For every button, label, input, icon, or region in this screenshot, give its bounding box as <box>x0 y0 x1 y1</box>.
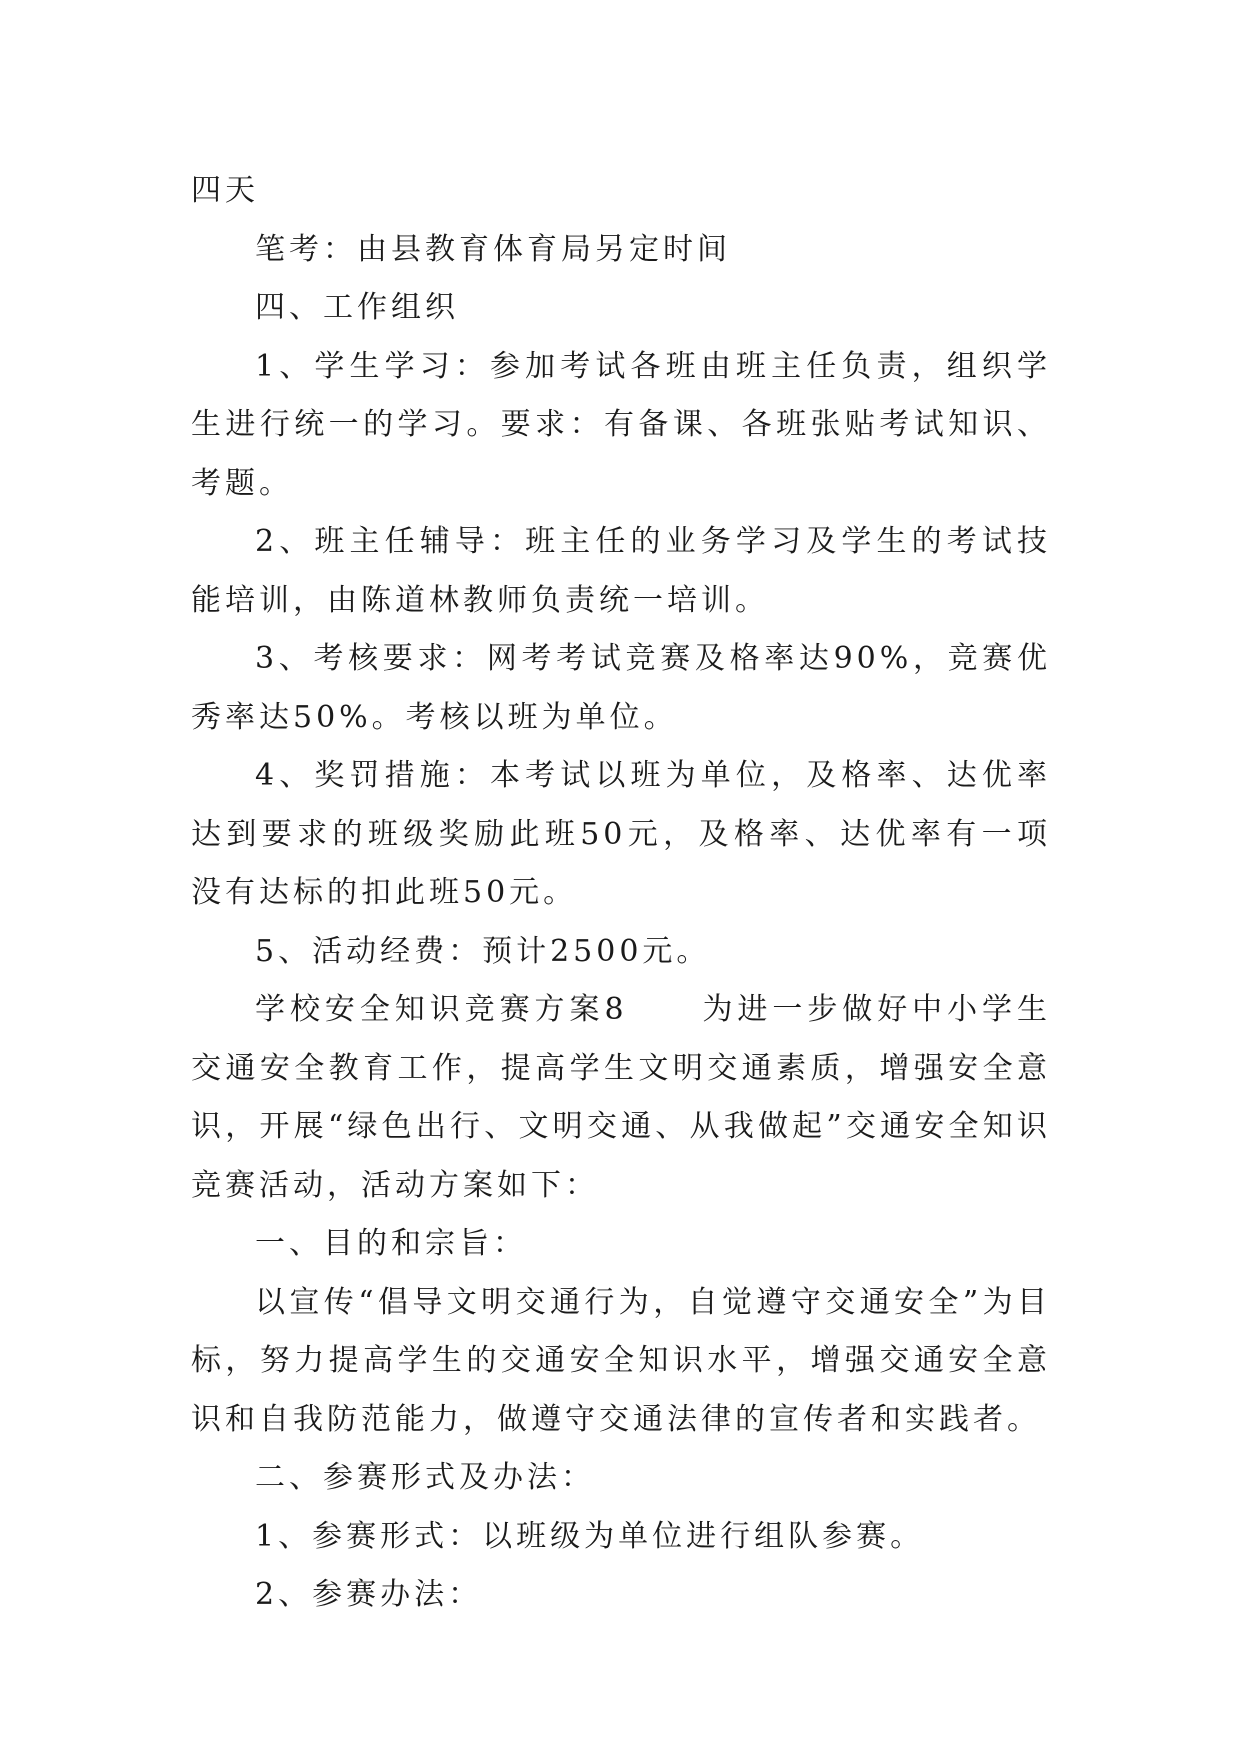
paragraph: 笔考：由县教育体育局另定时间 <box>255 231 731 267</box>
section-heading: 二、参赛形式及办法： <box>255 1460 595 1495</box>
paragraph: 四天 <box>191 173 259 208</box>
paragraph-with-title <box>191 981 1051 1215</box>
document-body <box>191 162 1051 1625</box>
document-title: 学校安全知识竞赛方案8 <box>255 992 628 1027</box>
paragraph: 以宣传“倡导文明交通行为，自觉遵守交通安全”为目标，努力提高学生的交通安全知识水平，增强交通安全意识和自我防范能力，做遵守交通法律的宣传者和实践者。 <box>191 1284 1051 1437</box>
paragraph: 5、活动经费：预计2500元。 <box>255 933 711 969</box>
section-heading: 一、目的和宗旨： <box>255 1226 527 1261</box>
section-heading: 四、工作组织 <box>255 290 459 325</box>
paragraph: 3、考核要求：网考考试竞赛及格率达90%，竞赛优秀率达50%。考核以班为单位。 <box>191 641 1051 735</box>
paragraph: 4、奖罚措施：本考试以班为单位，及格率、达优率达到要求的班级奖励此班50元，及格率、达优率有一项没有达标的扣此班50元。 <box>191 758 1051 910</box>
paragraph-text: 为进一步做好中小学生交通安全教育工作，提高学生文明交通素质，增强安全意识，开展“绿色出行、文明交通、从我做起”交通安全知识竞赛活动，活动方案如下： <box>191 992 1051 1203</box>
paragraph: 1、参赛形式：以班级为单位进行组队参赛。 <box>255 1518 925 1554</box>
paragraph: 2、参赛办法： <box>255 1577 483 1612</box>
paragraph: 1、学生学习：参加考试各班由班主任负责，组织学生进行统一的学习。要求：有备课、各班张贴考试知识、考题。 <box>191 348 1051 501</box>
paragraph: 2、班主任辅导：班主任的业务学习及学生的考试技能培训，由陈道林教师负责统一培训。 <box>191 524 1051 618</box>
